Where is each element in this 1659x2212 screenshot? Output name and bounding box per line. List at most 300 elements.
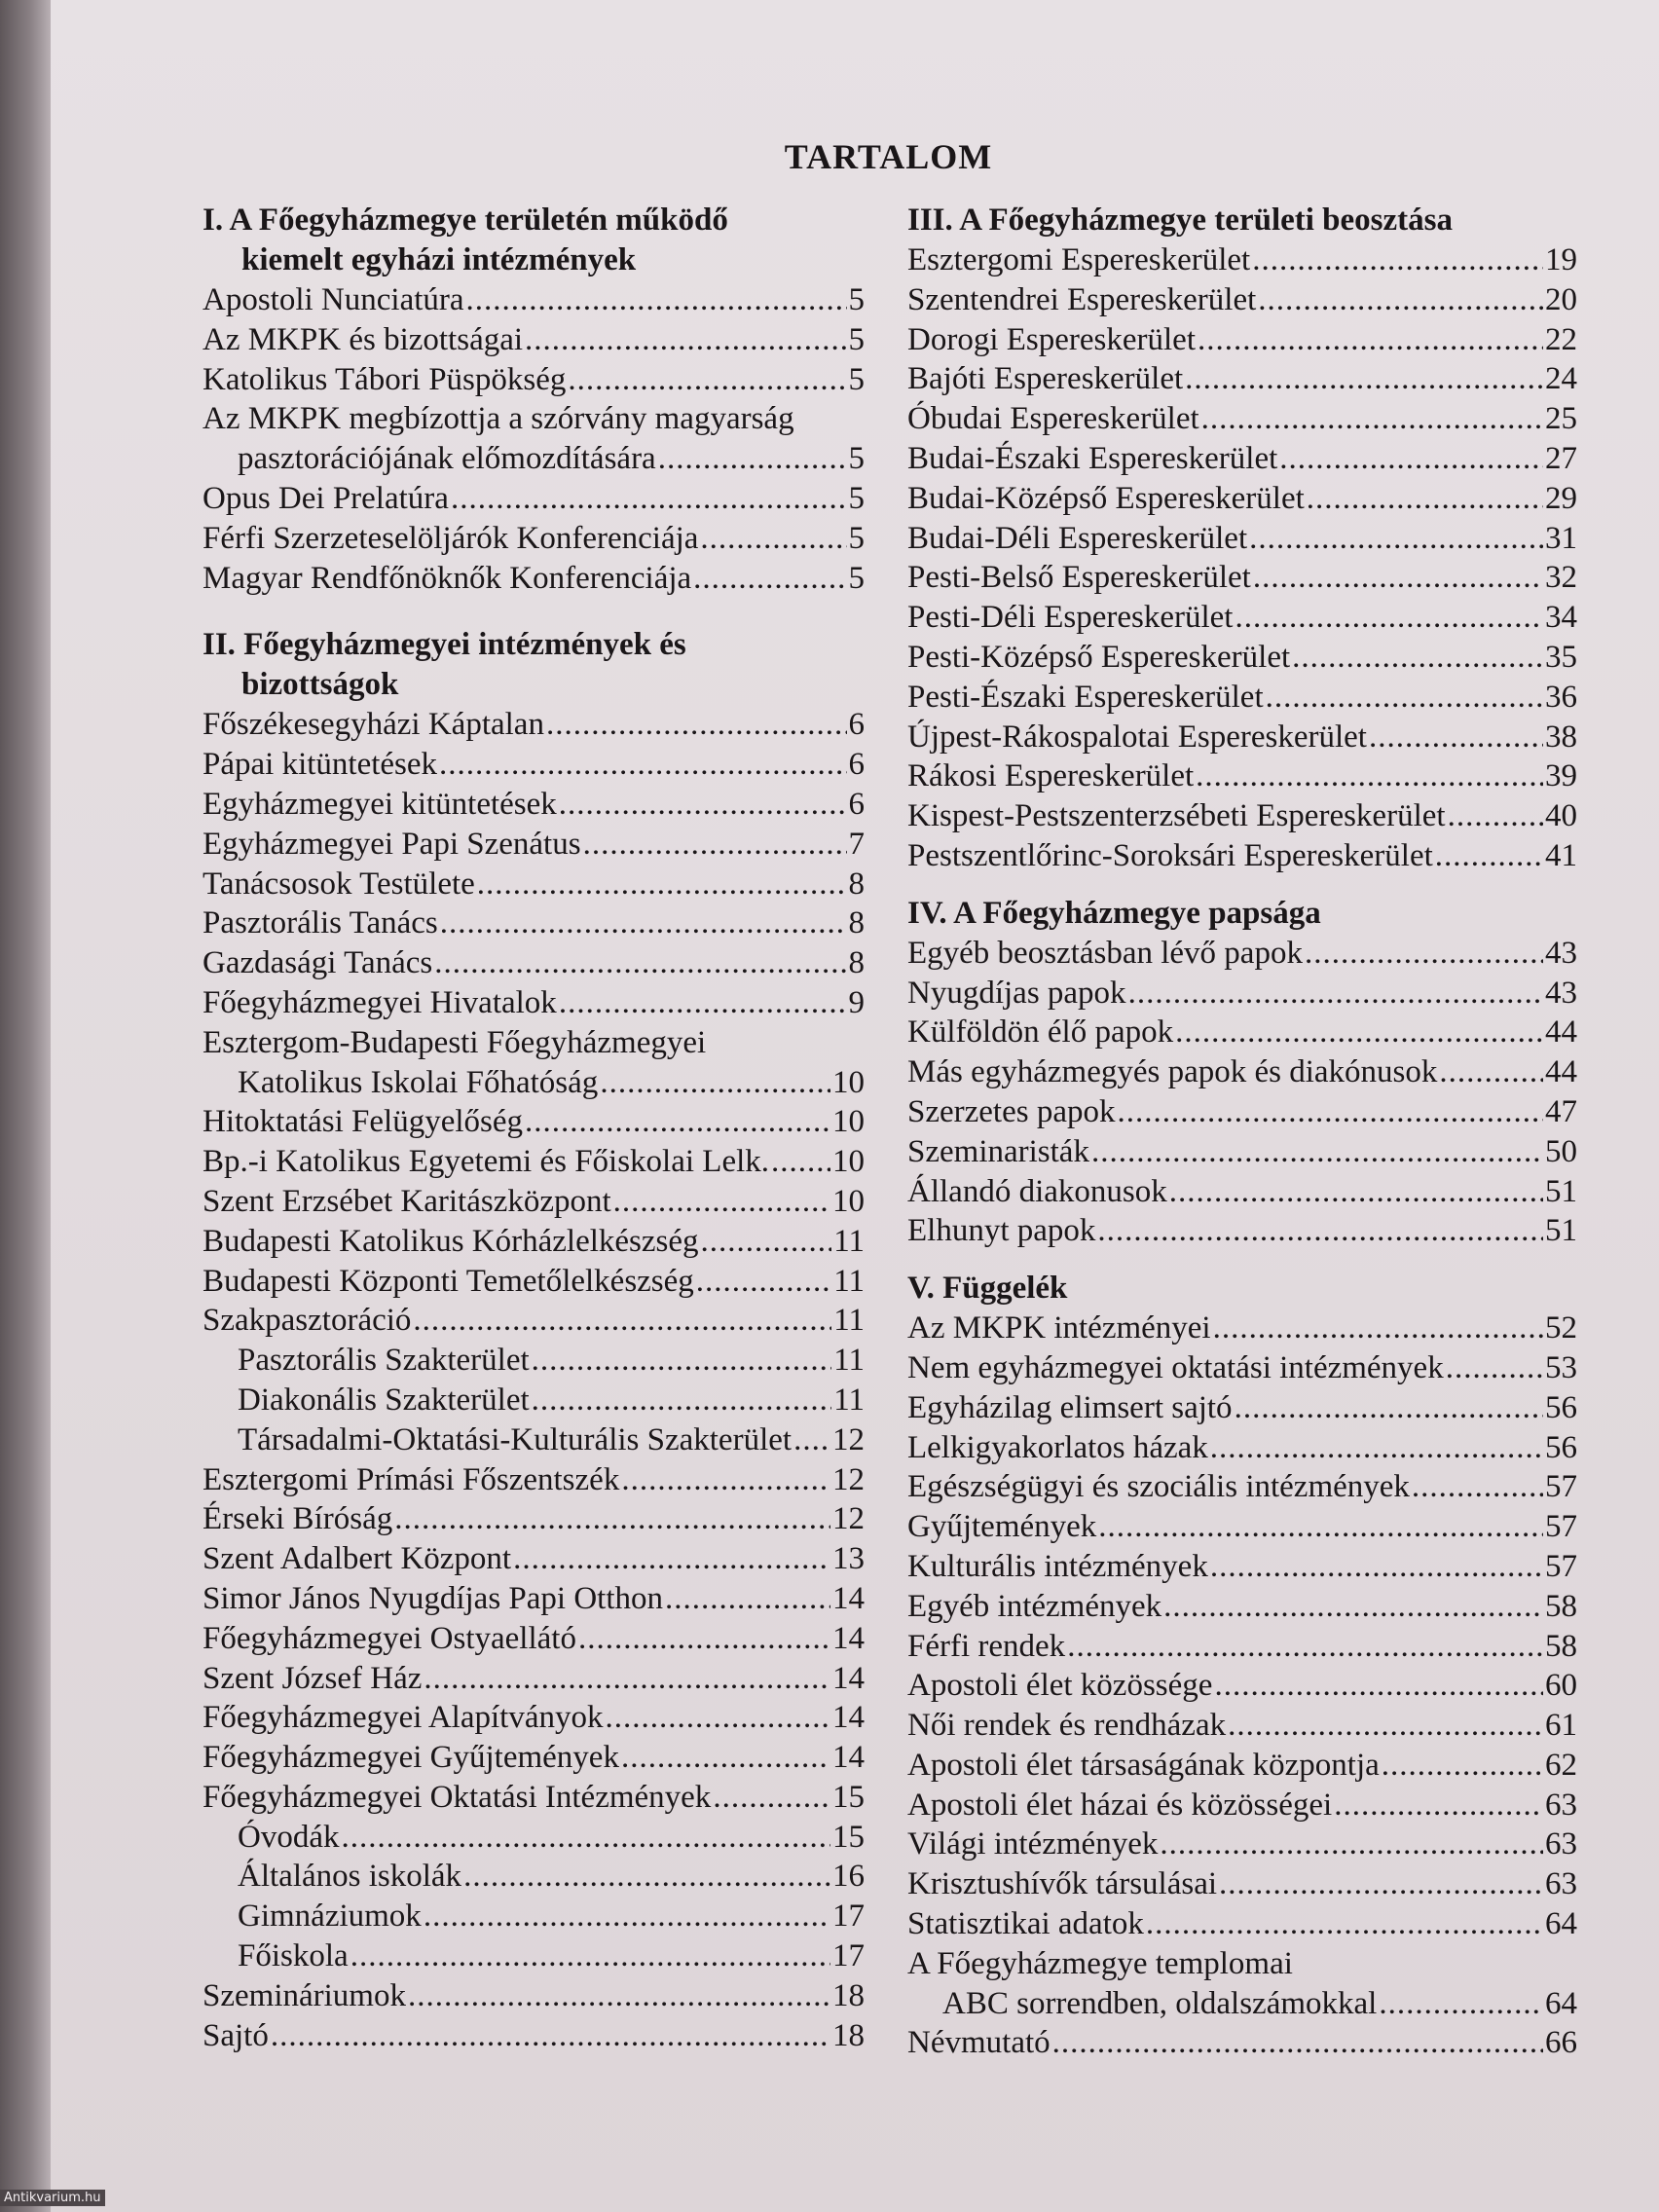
toc-entry [203,1262,865,1302]
toc-page-number: 43 [1545,935,1577,971]
toc-page-number: 29 [1545,480,1577,516]
toc-entry [203,1341,865,1381]
toc-entry-label: Főszékesegyházi Káptalan [203,707,544,743]
dot-leader [1292,638,1543,678]
toc-entry [203,1897,865,1936]
toc-entry-label: Világi intézmények [907,1826,1159,1862]
toc-entry [203,1976,865,2016]
toc-page-number: 63 [1545,1866,1577,1902]
dot-leader [1146,1904,1543,1944]
toc-entry [203,1460,865,1500]
section-heading-line: I. A Főegyházmegye területén működő [203,203,728,238]
toc-page-number: 32 [1545,560,1577,596]
toc-entry-label: Pesti-Déli Espereskerület [907,600,1234,636]
dot-leader [568,360,846,400]
toc-entry [203,903,865,943]
toc-entry-label: Újpest-Rákospalotai Espereskerület [907,719,1367,755]
toc-entry-label: Lelkigyakorlatos házak [907,1429,1208,1465]
dot-leader [466,280,847,320]
toc-entry-label: Szentendrei Espereskerület [907,281,1257,317]
dot-leader [546,705,847,745]
toc-page-number: 5 [848,480,865,516]
toc-page-number: 58 [1545,1628,1577,1664]
toc-entry [907,934,1577,974]
toc-page-number: 57 [1545,1509,1577,1545]
dot-leader [1235,1388,1543,1428]
section-heading-line: kiemelt egyházi intézmények [241,242,637,277]
toc-entry [907,1746,1577,1786]
toc-entry-label: Apostoli élet házai és közösségei [907,1787,1333,1823]
dot-leader [1163,1587,1543,1627]
toc-entry-label: Az MKPK és bizottságai [203,321,524,357]
toc-entry-label: Opus Dei Prelatúra [203,480,449,516]
toc-entry-label: pasztorációjának előmozdítására [238,441,656,477]
toc-entry-label: Diakonális Szakterület [238,1382,530,1418]
toc-entry [203,1778,865,1818]
toc-entry [203,1499,865,1539]
toc-page-number: 12 [832,1421,865,1457]
toc-entry-label: Szakpasztoráció [203,1303,412,1339]
dot-leader [793,1420,830,1460]
toc-list [907,934,1577,1251]
toc-entry [203,1539,865,1579]
toc-page-number: 6 [848,786,865,822]
toc-page-number: 17 [832,1938,865,1974]
toc-page-number: 18 [832,2017,865,2053]
watermark: Antikvarium.hu [0,2190,105,2206]
toc-page-number: 52 [1545,1310,1577,1346]
toc-entry [907,638,1577,678]
toc-entry [203,479,865,519]
dot-leader [559,983,847,1023]
dot-leader [771,1142,830,1182]
dot-leader [394,1499,830,1539]
toc-entry-label: Simor János Nyugdíjas Papi Otthon [203,1580,664,1616]
section-heading [203,201,865,280]
toc-entry-label: Főegyházmegyei Gyűjtemények [203,1740,619,1776]
toc-entry-label: Óbudai Espereskerület [907,401,1199,437]
toc-page-number: 31 [1545,520,1577,556]
dot-leader [413,1301,831,1341]
dot-leader [700,519,846,559]
toc-page-number: 44 [1545,1054,1577,1090]
toc-entry [907,1904,1577,1944]
toc-entry [907,1388,1577,1428]
toc-entry-label: Esztergomi Espereskerület [907,242,1251,277]
toc-page-number: 35 [1545,639,1577,675]
toc-entry [203,1420,865,1460]
toc-page-number: 57 [1545,1469,1577,1505]
toc-entry-label: Pestszentlőrinc-Soroksári Espereskerület [907,837,1433,873]
toc-page-number: 7 [848,826,865,862]
toc-entry [907,1864,1577,1904]
toc-page-number: 14 [832,1620,865,1656]
dot-leader [1201,399,1543,439]
toc-entry [907,1786,1577,1825]
dot-leader [1435,836,1543,876]
dot-leader [1214,1666,1543,1706]
toc-entry [203,1063,865,1103]
toc-page-number: 14 [832,1700,865,1736]
dot-leader [1439,1052,1543,1092]
dot-leader [1185,359,1543,399]
toc-entry [203,983,865,1023]
dot-leader [1118,1092,1544,1132]
toc-entry-label: Bajóti Espereskerület [907,361,1184,397]
toc-entry [907,519,1577,559]
toc-entry-label: Elhunyt papok [907,1213,1096,1249]
toc-page-number: 19 [1545,242,1577,277]
dot-leader [525,320,846,360]
toc-page-number: 43 [1545,975,1577,1011]
dot-leader [1307,479,1543,519]
toc-entry-label: Általános iskolák [238,1859,462,1895]
toc-entry-label: Egyéb intézmények [907,1588,1162,1624]
toc-entry-label: Apostoli élet társaságának központja [907,1747,1380,1783]
dot-leader [1252,240,1543,280]
toc-entry-label: Főegyházmegyei Hivatalok [203,984,557,1020]
dot-leader [1235,598,1543,638]
toc-page-number: 8 [848,866,865,902]
toc-page-number: 20 [1545,281,1577,317]
dot-leader [1382,1746,1543,1786]
toc-entry-label: Kulturális intézmények [907,1548,1208,1584]
toc-entry [203,2016,865,2056]
toc-list [203,280,865,598]
toc-entry [907,1467,1577,1507]
toc-entry [907,974,1577,1014]
toc-entry [907,678,1577,718]
dot-leader [463,1857,830,1897]
toc-entry [907,558,1577,598]
toc-entry-label: Krisztushívők társulásai [907,1866,1218,1902]
toc-entry-label: Szerzetes papok [907,1093,1116,1129]
toc-entry [907,1666,1577,1706]
dot-leader [1097,1211,1543,1251]
toc-entry-label: Szent Erzsébet Karitászközpont [203,1183,611,1219]
toc-page-number: 8 [848,905,865,941]
left-column [203,201,865,2055]
section-heading-line: bizottságok [241,667,399,703]
page-title: TARTALOM [784,137,993,176]
dot-leader [1213,1309,1543,1348]
toc-entry-label: Egyházmegyei Papi Szenátus [203,826,581,862]
toc-page-number: 17 [832,1899,865,1935]
dot-leader [1198,320,1543,360]
toc-entry [203,1619,865,1659]
dot-leader [424,1897,830,1936]
toc-page-number: 56 [1545,1389,1577,1425]
dot-leader [559,785,847,825]
toc-entry-line: Esztergom-Budapesti Főegyházmegyei [203,1024,707,1060]
toc-page-number: 62 [1545,1747,1577,1783]
toc-page-number: 40 [1545,798,1577,834]
toc-entry-label: Férfi rendek [907,1628,1066,1664]
toc-entry [203,1818,865,1858]
toc-page-number: 34 [1545,600,1577,636]
toc-page-number: 60 [1545,1668,1577,1704]
dot-leader [1169,1172,1543,1212]
toc-page-number: 64 [1545,1985,1577,2021]
toc-entry-label: Főegyházmegyei Oktatási Intézmények [203,1779,712,1815]
dot-leader [408,1976,830,2016]
toc-entry-line: A Főegyházmegye templomai [907,1945,1293,1981]
toc-entry-label: Pesti-Északi Espereskerület [907,679,1264,715]
toc-entry [203,1698,865,1738]
toc-entry [203,1738,865,1778]
toc-entry [203,320,865,360]
toc-entry-label: Külföldön élő papok [907,1014,1174,1051]
toc-entry [203,1579,865,1619]
toc-page-number: 36 [1545,679,1577,715]
toc-entry-label: Állandó diakonusok [907,1173,1167,1209]
dot-leader [701,1222,832,1262]
toc-entry-label: Dorogi Espereskerület [907,321,1196,357]
toc-page-number: 18 [832,1977,865,2013]
toc-entry-label: Egyházilag elimsert sajtó [907,1389,1233,1425]
toc-page-number: 5 [848,361,865,397]
toc-page-number: 15 [832,1779,865,1815]
toc-page-number: 6 [848,747,865,783]
right-column [907,201,1577,2063]
toc-page-number: 14 [832,1580,865,1616]
toc-page-number: 5 [848,520,865,556]
dot-leader [439,745,846,785]
toc-page-number: 10 [832,1064,865,1100]
dot-leader [1098,1507,1543,1547]
toc-page-number: 5 [848,282,865,317]
toc-entry [907,1825,1577,1864]
toc-entry [907,1547,1577,1587]
toc-page-number: 5 [848,321,865,357]
toc-entry-label: Rákosi Espereskerület [907,758,1195,794]
book-binding [0,0,51,2212]
dot-leader [693,559,846,599]
toc-page-number: 38 [1545,719,1577,755]
toc-entry [907,1627,1577,1667]
toc-page-number: 6 [848,707,865,743]
section-heading: IV. A Főegyházmegye papsága [907,895,1321,931]
dot-leader [271,2016,830,2056]
toc-entry-label: Főegyházmegyei Ostyaellátó [203,1620,576,1656]
toc-entry [907,359,1577,399]
dot-leader [1279,439,1543,479]
toc-entry-label: Egészségügyi és szociális intézmények [907,1469,1410,1505]
toc-entry-label: Budai-Déli Espereskerület [907,520,1248,556]
toc-entry [203,1222,865,1262]
dot-leader [1253,558,1543,598]
toc-entry-label: Szent József Ház [203,1660,423,1696]
toc-entry [203,1182,865,1222]
dot-leader [434,943,846,983]
toc-list [907,1309,1577,2063]
toc-page-number: 5 [848,441,865,477]
dot-leader [613,1182,830,1222]
toc-page-number: 12 [832,1461,865,1497]
toc-list [907,240,1577,876]
toc-page-number: 51 [1545,1173,1577,1209]
toc-entry-label: Kispest-Pestszenterzsébeti Espereskerület [907,798,1446,834]
toc-page-number: 22 [1545,321,1577,357]
dot-leader [341,1818,830,1858]
toc-page-number: 24 [1545,361,1577,397]
dot-leader [1052,2023,1543,2063]
dot-leader [1210,1547,1543,1587]
toc-entry-label: Szent Adalbert Központ [203,1541,512,1577]
dot-leader [1249,519,1543,559]
toc-entry [907,320,1577,360]
dot-leader [583,825,847,865]
toc-page-number: 64 [1545,1906,1577,1942]
dot-leader [1258,280,1543,320]
toc-entry-label: Érseki Bíróság [203,1501,393,1537]
toc-entry [203,439,865,479]
toc-entry-label: Pasztorális Szakterület [238,1343,530,1379]
toc-entry-label: Szeminaristák [907,1133,1089,1169]
toc-page-number: 8 [848,945,865,981]
section-heading: III. A Főegyházmegye területi beosztása [907,203,1453,238]
toc-page-number: 11 [833,1343,865,1379]
toc-page-number: 53 [1545,1349,1577,1385]
dot-leader [440,903,847,943]
toc-entry [203,745,865,785]
toc-entry [907,1211,1577,1251]
toc-entry [907,1428,1577,1468]
toc-entry [203,1857,865,1897]
toc-entry [907,439,1577,479]
dot-leader [578,1619,830,1659]
toc-page-number: 14 [832,1740,865,1776]
toc-page-number: 11 [833,1263,865,1299]
dot-leader [621,1460,830,1500]
toc-page-number: 10 [832,1144,865,1180]
toc-entry-label: Apostoli Nunciatúra [203,282,464,317]
dot-leader [713,1778,830,1818]
toc-entry-label: Egyházmegyei kitüntetések [203,786,557,822]
toc-page-number: 11 [833,1223,865,1259]
toc-page-number: 56 [1545,1429,1577,1465]
dot-leader [606,1698,831,1738]
dot-leader [1334,1786,1543,1825]
dot-leader [532,1341,832,1381]
toc-entry-label: Szemináriumok [203,1977,406,2013]
toc-entry-label: Budai-Északi Espereskerület [907,440,1278,476]
toc-page-number: 66 [1545,2025,1577,2061]
dot-leader [451,479,847,519]
toc-list [203,705,865,2055]
toc-entry-label: Budapesti Katolikus Kórházlelkészség [203,1223,699,1259]
toc-entry [203,1142,865,1182]
toc-entry-label: Katolikus Tábori Püspökség [203,361,567,397]
toc-entry-label: Hitoktatási Felügyelőség [203,1104,524,1140]
toc-entry [203,1659,865,1699]
toc-entry [907,1309,1577,1348]
toc-entry-label: Óvodák [238,1819,340,1855]
toc-entry [907,240,1577,280]
toc-entry [203,519,865,559]
toc-entry-label: Budapesti Központi Temetőlelkészség [203,1263,694,1299]
toc-page-number: 41 [1545,837,1577,873]
toc-page-number: 11 [833,1382,865,1418]
toc-entry [907,1706,1577,1746]
toc-entry-label: Esztergomi Prímási Főszentszék [203,1461,620,1497]
dot-leader [513,1539,830,1579]
toc-page-number: 13 [832,1541,865,1577]
toc-entry-label: Névmutató [907,2025,1051,2061]
toc-page-number: 39 [1545,758,1577,794]
dot-leader [532,1381,832,1420]
toc-entry-label: Statisztikai adatok [907,1906,1144,1942]
dot-leader [1219,1864,1543,1904]
toc-entry-label: Társadalmi-Oktatási-Kulturális Szakterület [238,1421,793,1457]
toc-entry [907,1172,1577,1212]
toc-page-number: 57 [1545,1548,1577,1584]
toc-entry [203,785,865,825]
toc-entry [907,1013,1577,1052]
toc-entry-label: Pesti-Belső Espereskerület [907,560,1251,596]
toc-entry-label: Pápai kitüntetések [203,747,438,783]
toc-entry-label: Katolikus Iskolai Főhatóság [238,1064,599,1100]
toc-page-number: 61 [1545,1708,1577,1744]
toc-entry [203,943,865,983]
toc-entry-label: Nem egyházmegyei oktatási intézmények [907,1349,1444,1385]
dot-leader [600,1063,830,1103]
toc-page-number: 58 [1545,1588,1577,1624]
toc-entry [907,718,1577,757]
toc-page-number: 10 [832,1183,865,1219]
toc-entry [907,1587,1577,1627]
toc-entry [907,1052,1577,1092]
dot-leader [1228,1706,1543,1746]
toc-page-number: 47 [1545,1093,1577,1129]
toc-entry-label: Gimnáziumok [238,1899,422,1935]
toc-entry [907,1132,1577,1172]
toc-entry [203,1102,865,1142]
toc-entry-label: Nyugdíjas papok [907,975,1126,1011]
toc-entry-label: Női rendek és rendházak [907,1708,1227,1744]
toc-entry [907,1348,1577,1388]
dot-leader [665,1579,830,1619]
dot-leader [424,1659,830,1699]
toc-entry [907,1507,1577,1547]
toc-entry [203,1936,865,1976]
dot-leader [1175,1013,1543,1052]
toc-entry-label: Más egyházmegyés papok és diakónusok [907,1054,1438,1090]
toc-entry-label: Budai-Középső Espereskerület [907,480,1305,516]
toc-entry [203,280,865,320]
toc-entry [203,705,865,745]
toc-page-number: 11 [833,1303,865,1339]
toc-page-number: 9 [848,984,865,1020]
toc-entry [907,399,1577,439]
toc-page-number: 50 [1545,1133,1577,1169]
dot-leader [350,1936,830,1976]
toc-entry [907,796,1577,836]
toc-page-number: 63 [1545,1826,1577,1862]
section-heading [203,625,865,705]
toc-entry-label: Tanácsosok Testülete [203,866,475,902]
dot-leader [1210,1428,1543,1468]
toc-entry-label: Gyűjtemények [907,1509,1097,1545]
toc-entry-label: Férfi Szerzeteselöljárók Konferenciája [203,520,699,556]
dot-leader [621,1738,830,1778]
toc-entry [907,598,1577,638]
dot-leader [1448,796,1543,836]
toc-entry [907,1984,1577,2024]
dot-leader [1446,1348,1543,1388]
toc-entry-label: Főegyházmegyei Alapítványok [203,1700,604,1736]
dot-leader [1067,1627,1543,1667]
